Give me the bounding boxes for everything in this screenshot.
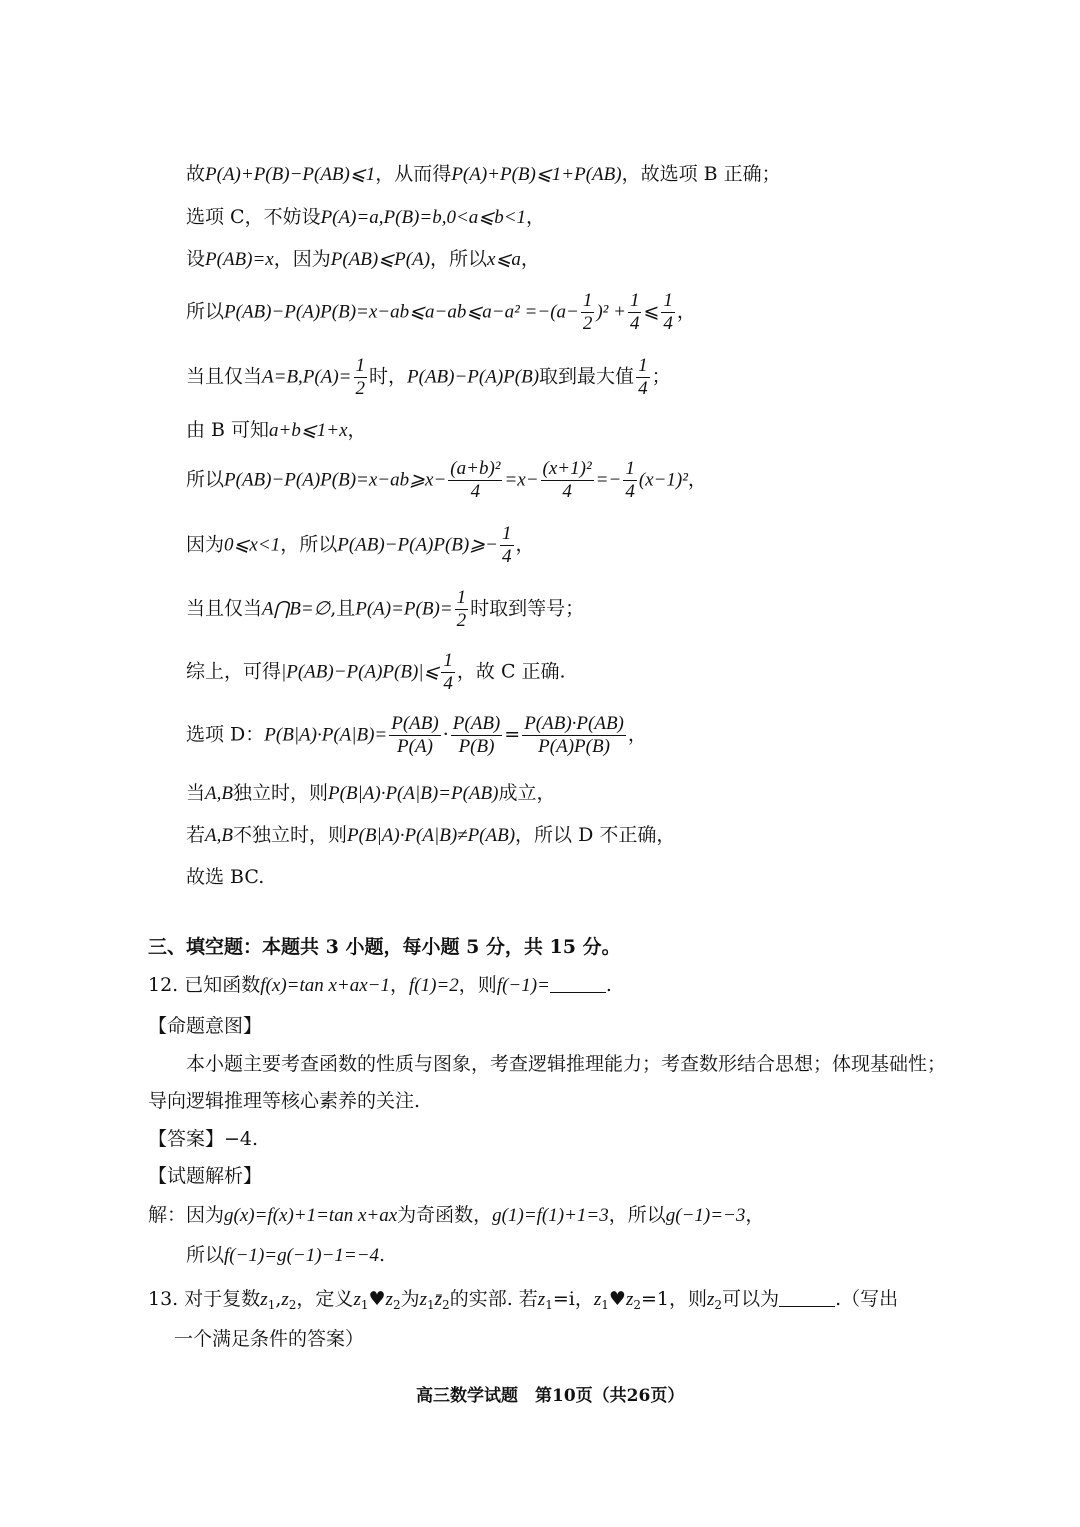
answer-value: −4	[224, 1128, 253, 1150]
question-13: 13. 对于复数$z_1,z_2$，定义$z_1♥z_2$为$z_1z̄_2$的实部. 若$z_1=i$，$z_1♥z_2=1$，则$z_2$可以为 .（写出	[148, 1288, 899, 1312]
fraction: $\frac{1}{2}$	[355, 355, 365, 399]
answer-line: 【答案】−4.	[148, 1128, 259, 1150]
fraction: $\frac{P(AB)}{P(B)}$	[452, 713, 501, 757]
fraction: $\frac{1}{4}$	[663, 290, 673, 334]
sol-line-1: 故P(A)+P(B)−P(AB)⩽1，从而得P(A)+P(B)⩽1+P(AB)，故选项 B 正确；	[186, 163, 781, 185]
fraction: $\frac{\text{(x+1)²}}{4}$	[542, 458, 592, 502]
analysis-header: 【试题解析】	[148, 1165, 263, 1187]
sol-line-4: 所以P(AB)−P(A)P(B)=x−ab⩽a−ab⩽a−a² =−(a− $\frac{1}{2}$ )² + $\frac{1}{4}$ ⩽ $\frac{1}{4}$ ，	[186, 290, 696, 334]
sol-line-6: 由 B 可知a+b⩽1+x，	[186, 419, 367, 441]
sol-line-7: 所以P(AB)−P(A)P(B)=x−ab⩾x− $\frac{\text{(a+b)²}}{4}$ =x− $\frac{\text{(x+1)²}}{4}$ =− $\frac{1}{4}$ (x−1)²，	[186, 458, 707, 502]
section-title: 三、填空题：本题共 3 小题，每小题 5 分，共 15 分。	[148, 936, 621, 958]
intent-line-1: 本小题主要考查函数的性质与图象，考查逻辑推理能力；考查数形结合思想；体现基础性；	[186, 1053, 947, 1075]
q12-solution-2: 所以f(−1)=g(−1)−1=−4.	[186, 1244, 386, 1266]
sol-line-12: 当A,B独立时，则P(B|A)·P(A|B)=P(AB)成立，	[186, 782, 556, 804]
fraction: $\frac{1}{2}$	[456, 587, 467, 631]
fraction: $\frac{1}{4}$	[443, 650, 453, 694]
fraction: $\frac{1}{4}$	[638, 355, 648, 399]
answer-blank	[550, 974, 606, 993]
intent-line-2: 导向逻辑推理等核心素养的关注.	[148, 1090, 421, 1112]
sol-line-13: 若A,B不独立时，则P(B|A)·P(A|B)≠P(AB)，所以 D 不正确，	[186, 824, 676, 846]
sol-line-8: 因为0⩽x<1，所以P(AB)−P(A)P(B)⩾− $\frac{1}{4}$ ，	[186, 523, 535, 567]
answer-blank	[779, 1288, 835, 1307]
question-12: 12. 已知函数f(x)=tan x+ax−1，f(1)=2，则f(−1)= .	[148, 974, 612, 996]
fraction: $\frac{P(AB)}{P(A)}$	[391, 713, 439, 757]
q12-solution-1: 解：因为g(x)=f(x)+1=tan x+ax为奇函数，g(1)=f(1)+1=3，所以g(−1)=−3，	[148, 1204, 765, 1226]
fraction: $\frac{1}{4}$	[625, 458, 635, 502]
fraction: $\frac{\text{(a+b)²}}{4}$	[450, 458, 501, 502]
intent-header: 【命题意图】	[148, 1015, 263, 1037]
sol-line-5: 当且仅当A=B,P(A)= $\frac{1}{2}$ 时，P(AB)−P(A)P(B)取到最大值 $\frac{1}{4}$ ；	[186, 355, 671, 399]
heart-operator: ♥	[368, 1288, 386, 1310]
sol-line-10: 综上，可得|P(AB)−P(A)P(B)|⩽ $\frac{1}{4}$ ，故 C 正确.	[186, 650, 566, 694]
fraction: $\frac{1}{4}$	[502, 523, 512, 567]
page-footer: 高三数学试题 第10页（共26页）	[416, 1386, 685, 1406]
sol-line-3: 设P(AB)=x，因为P(AB)⩽P(A)，所以x⩽a，	[186, 248, 540, 270]
sol-line-9: 当且仅当A⋂B=∅,且P(A)=P(B)= $\frac{1}{2}$ 时取到等号；	[186, 587, 585, 631]
question-13-line-2: 一个满足条件的答案）	[174, 1328, 365, 1350]
fraction: $\frac{P(AB)\cdot P(AB)}{P(A)P(B)}$	[524, 713, 624, 757]
fraction: $\frac{1}{4}$	[629, 290, 640, 334]
sol-line-14: 故选 BC.	[186, 866, 265, 888]
sol-line-2: 选项 C，不妨设P(A)=a,P(B)=b,0<a⩽b<1，	[186, 206, 546, 228]
fraction: $\frac{1}{2}$	[582, 290, 593, 334]
heart-operator: ♥	[608, 1288, 626, 1310]
sol-line-11: 选项 D：P(B|A)·P(A|B)= $\frac{P(AB)}{P(A)}$ · $\frac{P(AB)}{P(B)}$ = $\frac{P(AB)\cdot P(AB)}{P(A)P(B)}$ ，	[186, 713, 647, 757]
